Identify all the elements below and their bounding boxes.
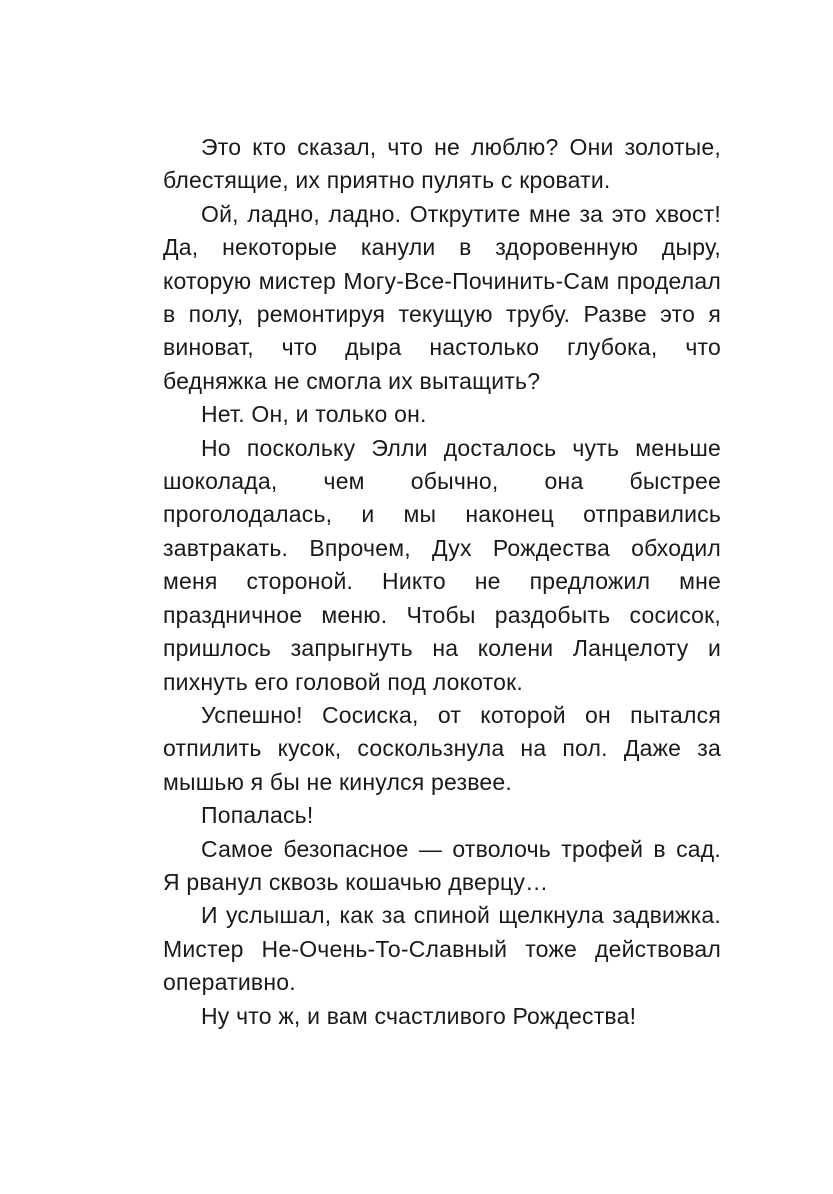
- paragraph: Ну что ж, и вам счастливого Рождества!: [201, 1002, 637, 1029]
- page-text-block: [163, 131, 721, 1033]
- paragraph: Успешно! Сосиска, от которой он пытался отпилить кусок, соскользнула на пол. Даже за мышью я бы не кинулся резвее.: [163, 701, 721, 795]
- paragraph: Самое безопасное — отволочь трофей в сад. Я рванул сквозь кошачью дверцу…: [163, 835, 721, 895]
- paragraph: Попалась!: [201, 802, 314, 829]
- paragraph: Ой, ладно, ладно. Открутите мне за это хвост! Да, некоторые канули в здоровенную дыру, которую мистер Могу-Все-Починить-Сам проделал в полу, ремонтируя текущую трубу. Разве это я виноват, что дыра настолько глубока, что бедняжка не смогла их вытащить?: [163, 200, 721, 394]
- paragraph: И услышал, как за спиной щелкнула задвижка. Мистер Не-Очень-То-Славный тоже действовал оперативно.: [163, 902, 721, 996]
- paragraph: Это кто сказал, что не люблю? Они золотые, блестящие, их приятно пулять с кровати.: [163, 134, 721, 194]
- paragraph: Нет. Он, и только он.: [201, 401, 427, 428]
- paragraph: Но поскольку Элли досталось чуть меньше шоколада, чем обычно, она быстрее проголодалась, и мы наконец отправились завтракать. Впрочем, Дух Рождества обходил меня стороной. Никто не предложил мне праздничное меню. Чтобы раздобыть сосисок, пришлось запрыгнуть на колени Ланцелоту и пихнуть его головой под локоток.: [163, 434, 721, 695]
